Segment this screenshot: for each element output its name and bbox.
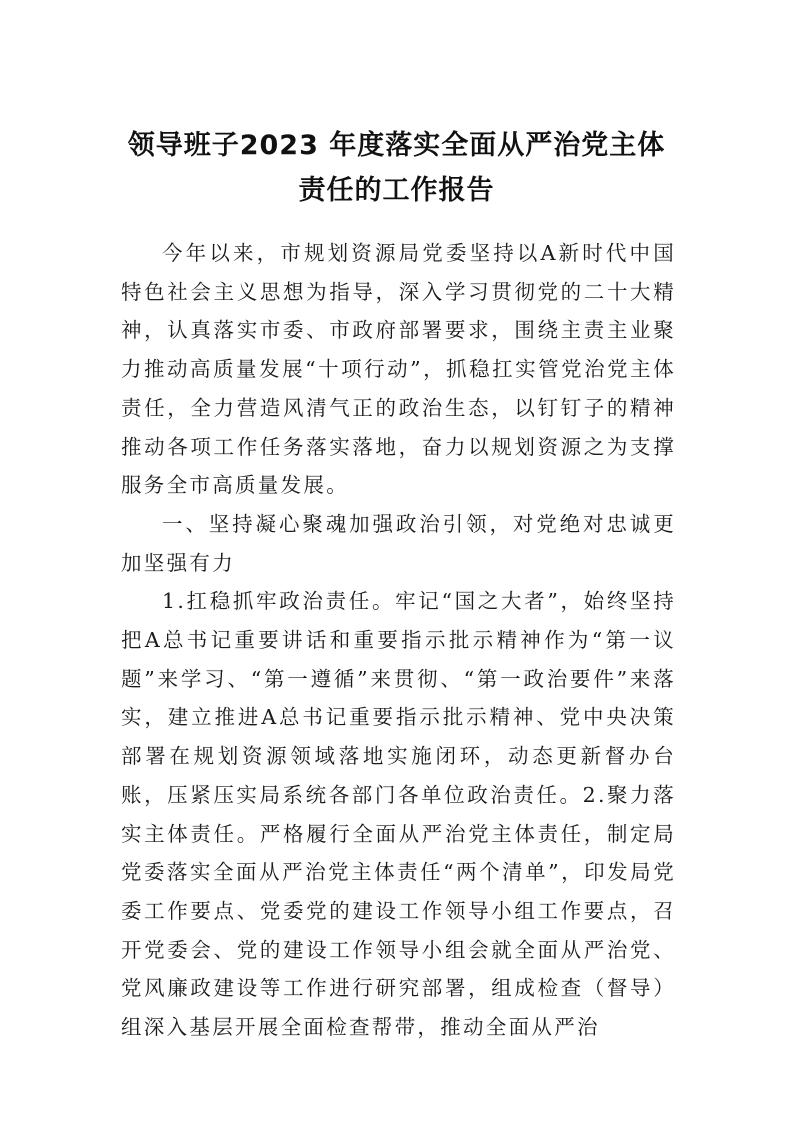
paragraph-intro: 今年以来，市规划资源局党委坚持以A新时代中国特色社会主义思想为指导，深入学习贯彻党的二十大精神，认真落实市委、市政府部署要求，围绕主责主业聚力推动高质量发展“十项行动”，抓稳扛实管党治党主体责任，全力营造风清气正的政治生态，以钉钉子的精神推动各项工作任务落实落地，奋力以规划资源之为支撑服务全市高质量发展。 [121,241,676,498]
section-heading-1: 一、坚持凝心聚魂加强政治引领，对党绝对忠诚更加坚强有力 [121,511,676,575]
document-title-line-2: 责任的工作报告 [298,175,495,206]
paragraph-political-responsibility: 1.扛稳抓牢政治责任。牢记“国之大者”，始终坚持把A总书记重要讲话和重要指示批示精神作为“第一议题”来学习、“第一遵循”来贯彻、“第一政治要件”来落实，建立推进A总书记重要指示批示精神、党中央决策部署在规划资源领域落地实施闭环，动态更新督办台账，压紧压实局系统各部门各单位政治责任。2.聚力落实主体责任。严格履行全面从严治党主体责任，制定局党委落实全面从严治党主体责任“两个清单”，印发局党委工作要点、党委党的建设工作领导小组工作要点，召开党委会、党的建设工作领导小组会就全面从严治党、党风廉政建设等工作进行研究部署，组成检查（督导）组深入基层开展全面检查帮带，推动全面从严治 [121,589,676,1040]
document-body [121,234,676,1047]
document-title-line-1: 领导班子2023 年度落实全面从严治党主体 [127,130,666,161]
